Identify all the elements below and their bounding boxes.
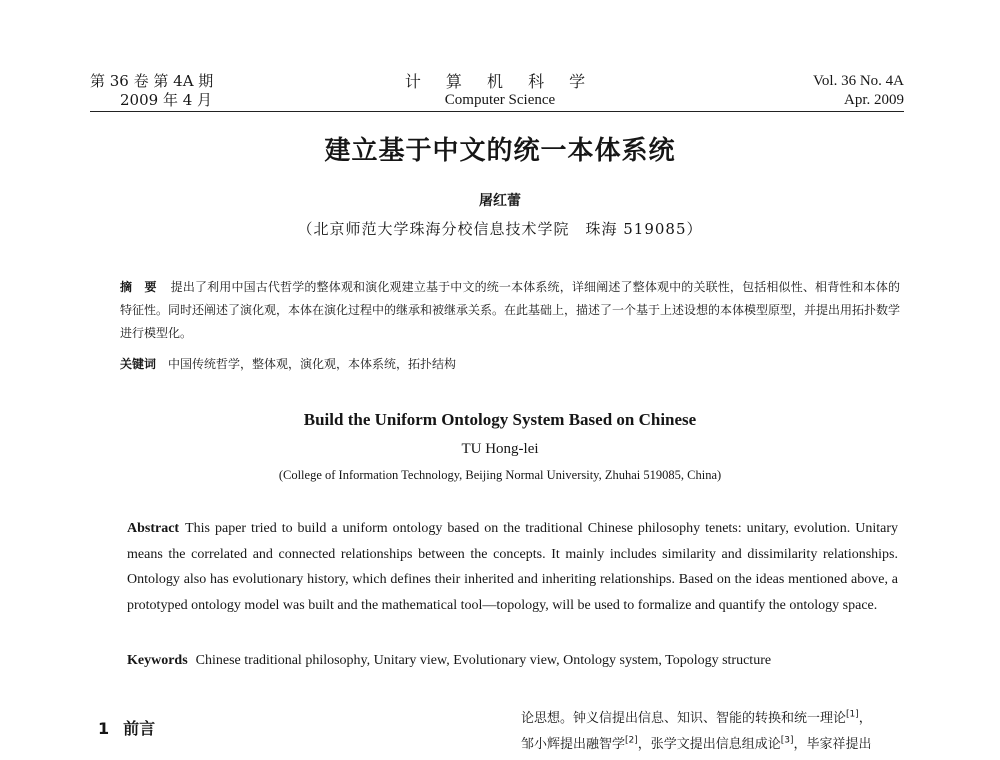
keywords-cn-text: 中国传统哲学，整体观，演化观，本体系统，拓扑结构	[168, 357, 457, 371]
abstract-en	[127, 516, 898, 618]
paper-title-en: Build the Uniform Ontology System Based on Chinese	[303, 410, 697, 429]
affiliation-cn: （北京师范大学珠海分校信息技术学院 珠海 519085）	[297, 220, 703, 238]
body-line: 论思想。钟义信提出信息、知识、智能的转换和统一理论[1]，	[521, 709, 872, 726]
header-rule	[90, 111, 904, 112]
journal-name-en: Computer Science	[444, 92, 556, 108]
volume-issue: 第 36 卷 第 4A 期	[90, 72, 214, 90]
journal-name-cn: 计 算 机 科 学	[404, 72, 596, 91]
date-en: Apr. 2009	[844, 92, 904, 108]
keywords-en-text: Chinese traditional philosophy, Unitary view, Evolutionary view, Ontology system, Topology structure	[195, 653, 772, 668]
keywords-en	[127, 651, 898, 671]
abstract-cn-text: 提出了利用中国古代哲学的整体观和演化观建立基于中文的统一本体系统，详细阐述了整体观中的关联性，包括相似性、相背性和本体的特征性。同时还阐述了演化观，本体在演化过程中的继承和被继承关系。在此基础上，描述了一个基于上述设想的本体模型原型，并提出用拓扑数学进行模型化。	[120, 280, 901, 340]
header-volume-en	[813, 72, 904, 110]
abstract-en-label: Abstract	[127, 521, 180, 536]
volume-en: Vol. 36 No. 4A	[813, 73, 904, 89]
section-heading	[98, 716, 155, 739]
section-title: 前言	[123, 719, 156, 738]
body-text-right-column	[521, 706, 901, 758]
date-cn: 2009 年 4 月	[120, 91, 213, 109]
affiliation-en: (College of Information Technology, Beijing Normal University, Zhuhai 519085, China)	[278, 468, 722, 482]
keywords-cn	[120, 354, 900, 374]
abstract-cn	[120, 276, 900, 345]
citation-ref: [2]	[625, 735, 638, 746]
abstract-en-text: This paper tried to build a uniform ontology based on the traditional Chinese philosophy tenets: unitary, evolution. Unitary means the correlated and connected relationships between the concepts. It mainly includes similarity and dissimilarity relationships. Ontology also has evolutionary history, which defines their inherited and inheriting relationships. Based on the ideas mentioned above, a prototyped ontology model was built and the mathematical tool—topology, will be used to formalize and quantify the ontology space.	[127, 521, 898, 613]
paper-title-cn: 建立基于中文的统一本体系统	[324, 136, 676, 166]
citation-ref: [3]	[780, 735, 794, 746]
body-line: 邹小辉提出融智学[2]，张学文提出信息组成论[3]，毕家祥提出	[521, 735, 872, 752]
citation-ref: [1]	[846, 709, 859, 720]
section-number: 1	[98, 719, 110, 738]
author-en: TU Hong-lei	[461, 441, 539, 457]
author-cn: 屠红蕾	[479, 193, 521, 209]
keywords-cn-label: 关键词	[120, 357, 157, 371]
abstract-cn-label: 摘 要	[120, 280, 161, 294]
keywords-en-label: Keywords	[127, 653, 188, 668]
